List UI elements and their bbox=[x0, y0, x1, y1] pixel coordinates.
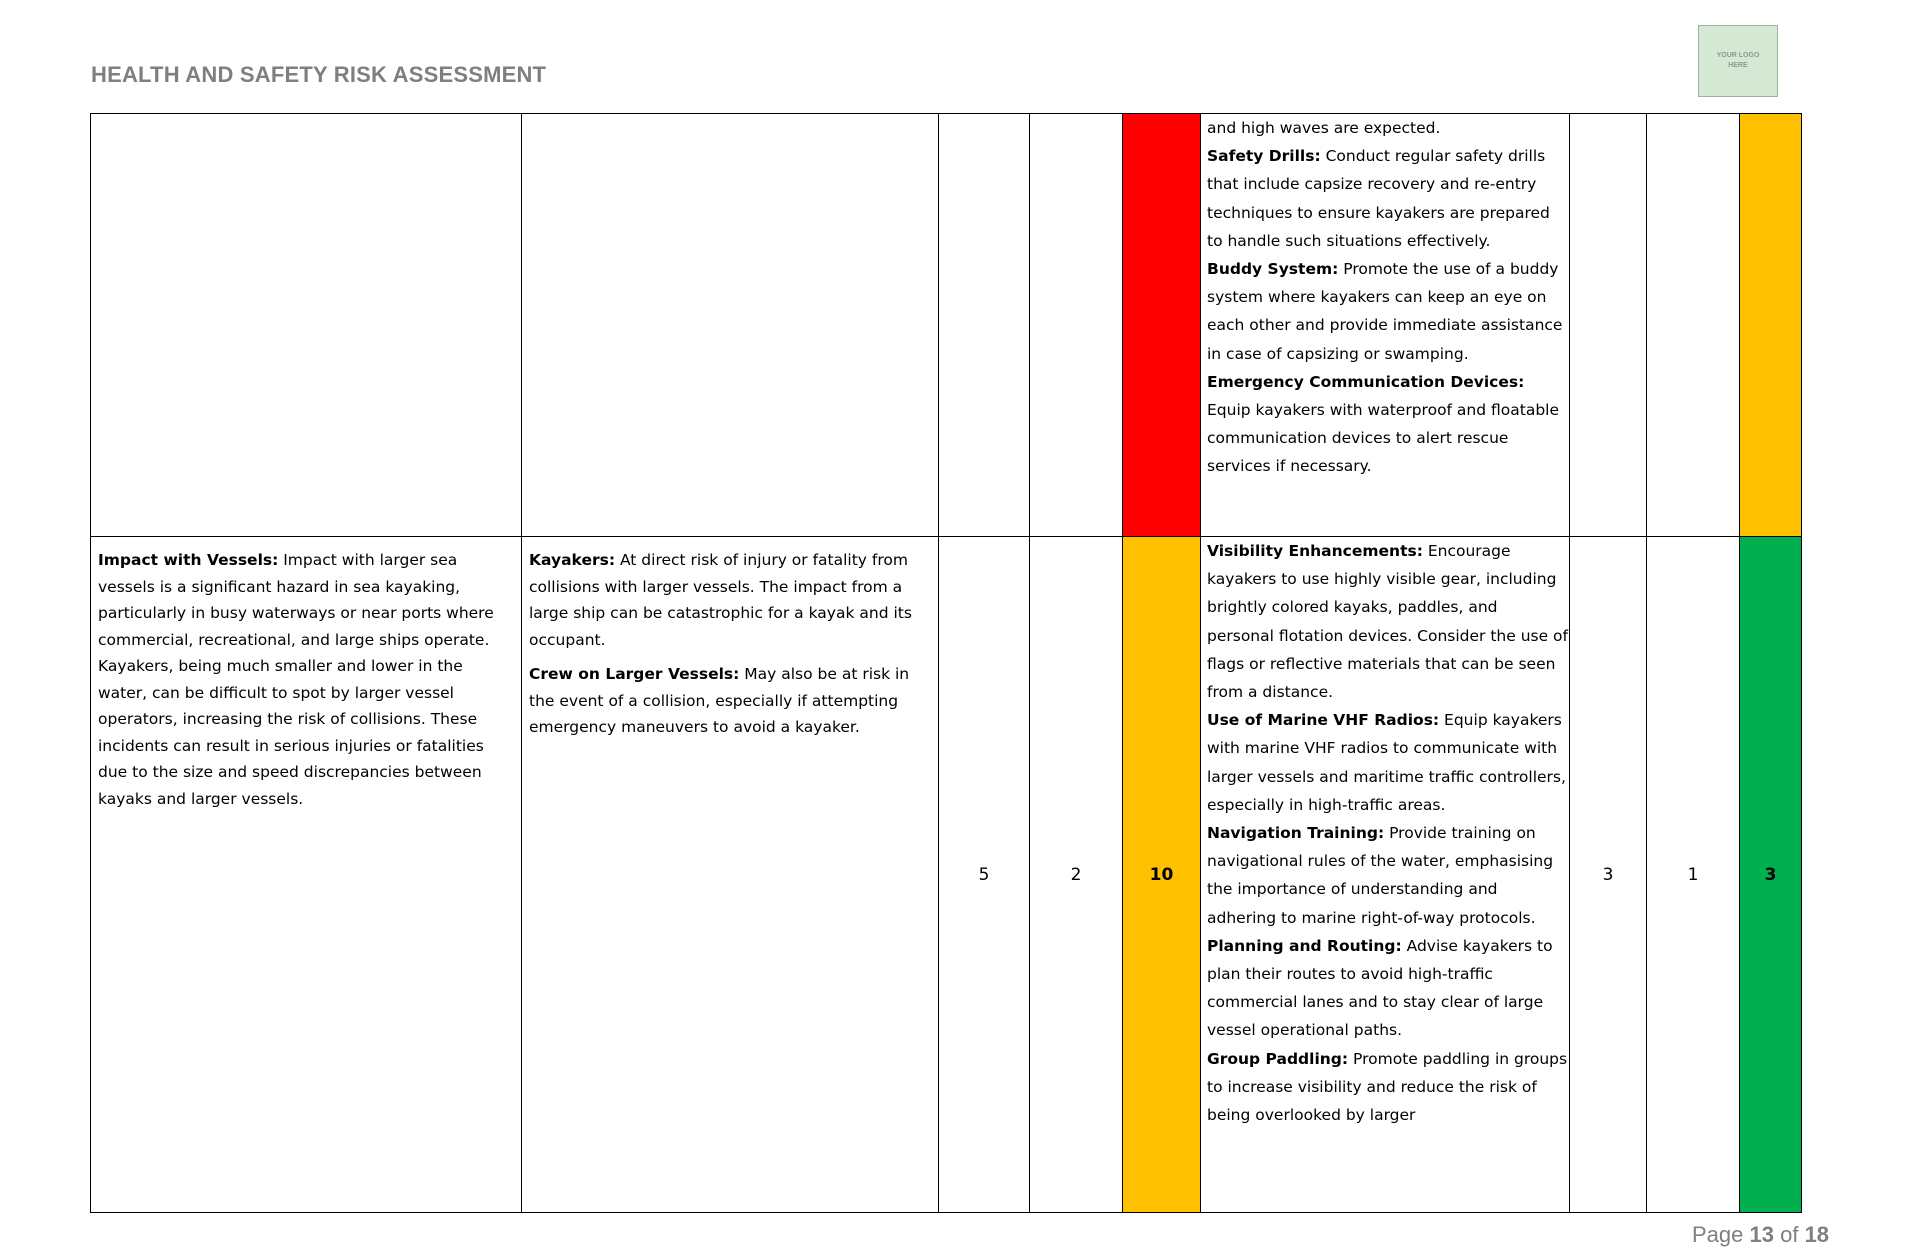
page-number: Page 13 of 18 bbox=[1692, 1222, 1830, 1247]
residual-likelihood-cell: 3 bbox=[1570, 537, 1647, 1213]
logo-text-line2: HERE bbox=[1728, 62, 1748, 69]
hazard-cell bbox=[91, 114, 522, 537]
affected-cell bbox=[522, 114, 939, 537]
residual-rating-cell bbox=[1740, 114, 1802, 537]
control-item: Navigation Training: Provide training on navigational rules of the water, emphasising the importance of understanding and adhering to marine right-of-way protocols. bbox=[1207, 824, 1554, 927]
control-item: Use of Marine VHF Radios: Equip kayakers with marine VHF radios to communicate with larger vessels and maritime traffic controllers, especially in high-traffic areas. bbox=[1207, 711, 1566, 814]
table-row bbox=[91, 114, 1802, 537]
likelihood-cell bbox=[939, 114, 1030, 537]
hazard-cell bbox=[91, 537, 522, 1213]
logo-text-line1: YOUR LOGO bbox=[1716, 52, 1760, 59]
control-item: Safety Drills: Conduct regular safety drills that include capsize recovery and re-entry techniques to ensure kayakers are prepared to handle such situations effectively. bbox=[1207, 147, 1550, 250]
residual-likelihood-cell bbox=[1570, 114, 1647, 537]
risk-rating-cell: 10 bbox=[1123, 537, 1201, 1213]
residual-severity-cell: 1 bbox=[1647, 537, 1740, 1213]
likelihood-cell: 5 bbox=[939, 537, 1030, 1213]
control-item: Emergency Communication Devices: Equip kayakers with waterproof and floatable communication devices to alert rescue services if necessary. bbox=[1207, 372, 1560, 476]
affected-item: Kayakers: At direct risk of injury or fatality from collisions with larger vessels. The impact from a large ship can be catastrophic for a kayak and its occupant. bbox=[529, 551, 912, 649]
residual-rating-cell: 3 bbox=[1740, 537, 1802, 1213]
control-item: Visibility Enhancements: Encourage kayakers to use highly visible gear, including brightly colored kayaks, paddles, and personal flotation devices. Consider the use of flags or reflective materials that can be seen from a distance. bbox=[1207, 542, 1568, 702]
control-item: Buddy System: Promote the use of a buddy system where kayakers can keep an eye on each other and provide immediate assistance in case of capsizing or swamping. bbox=[1207, 260, 1563, 363]
table-row bbox=[91, 537, 1802, 1213]
affected-item: Crew on Larger Vessels: May also be at risk in the event of a collision, especially if attempting emergency maneuvers to avoid a kayaker. bbox=[529, 665, 910, 736]
severity-cell bbox=[1030, 114, 1123, 537]
risk-rating-cell bbox=[1123, 114, 1201, 537]
controls-cell bbox=[1201, 537, 1570, 1213]
page-title: HEALTH AND SAFETY RISK ASSESSMENT bbox=[91, 62, 547, 87]
affected-cell bbox=[522, 537, 939, 1213]
risk-assessment-table bbox=[90, 113, 1802, 1213]
logo-placeholder bbox=[1698, 25, 1778, 97]
controls-cell bbox=[1201, 114, 1570, 537]
hazard-description: Impact with Vessels: Impact with larger sea vessels is a significant hazard in sea kayaking, particularly in busy waterways or near ports where commercial, recreational, and large ships operate. Kayakers, being much smaller and lower in the water, can be difficult to spot by larger vessel operators, increasing the risk of collisions. These incidents can result in serious injuries or fatalities due to the size and speed discrepancies between kayaks and larger vessels. bbox=[98, 551, 494, 808]
severity-cell: 2 bbox=[1030, 537, 1123, 1213]
control-item: Group Paddling: Promote paddling in groups to increase visibility and reduce the risk of being overlooked by larger bbox=[1207, 1049, 1568, 1125]
control-item: Planning and Routing: Advise kayakers to plan their routes to avoid high-traffic commercial lanes and to stay clear of large vessel operational paths. bbox=[1207, 936, 1553, 1040]
control-item: and high waves are expected. bbox=[1207, 119, 1441, 137]
residual-severity-cell bbox=[1647, 114, 1740, 537]
